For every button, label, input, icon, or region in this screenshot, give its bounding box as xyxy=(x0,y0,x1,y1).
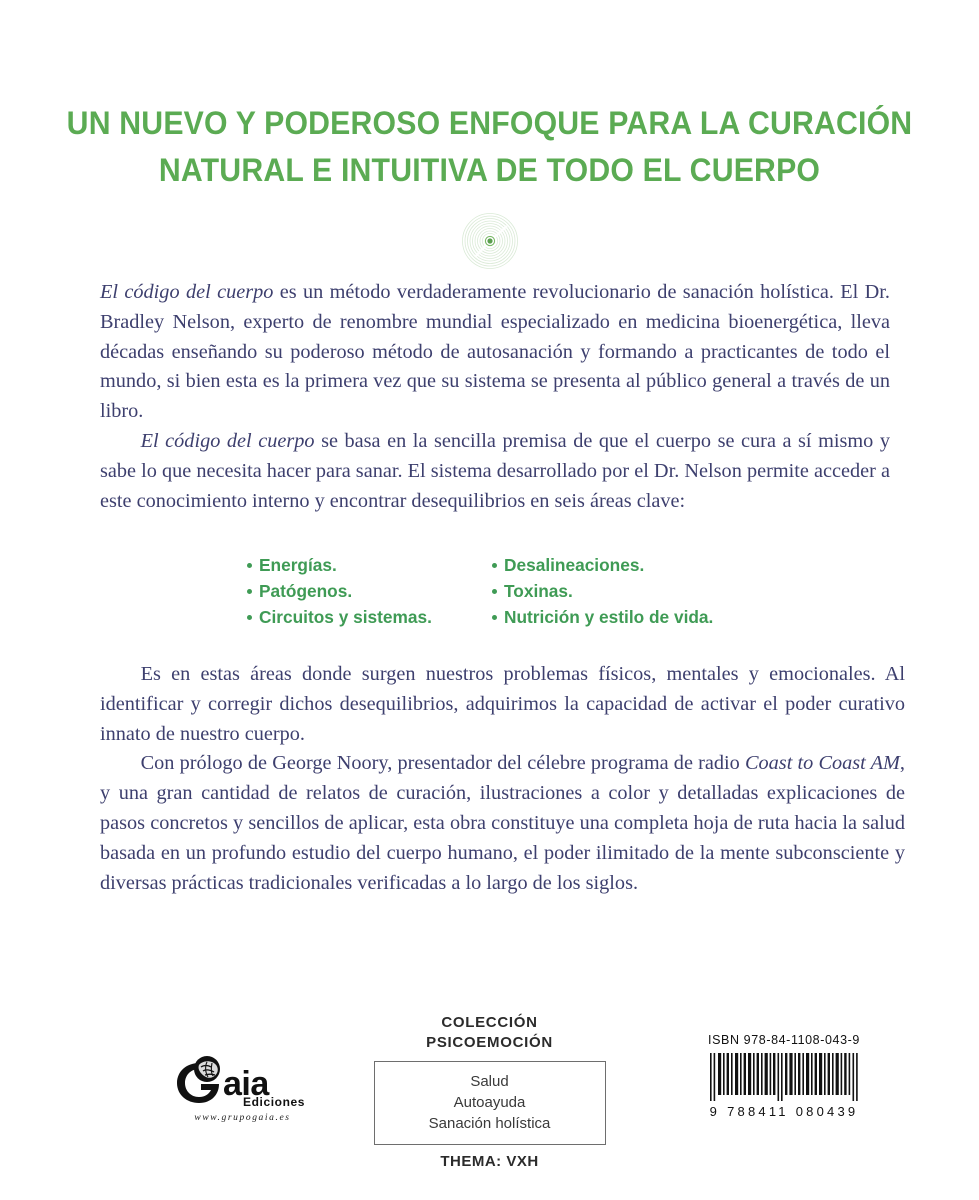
collection-block xyxy=(374,1013,606,1170)
list-item xyxy=(247,578,492,604)
cover-footer xyxy=(0,1005,979,1170)
collection-title-line-1: COLECCIÓN xyxy=(441,1014,538,1031)
list-item xyxy=(492,552,732,578)
bullet-dot-icon xyxy=(247,578,259,604)
headline-line-2: NATURAL E INTUITIVA DE TODO EL CUERPO xyxy=(158,152,821,188)
collection-categories-box xyxy=(374,1061,606,1145)
paragraph-2: El código del cuerpo se basa en la sencilla premisa de que el cuerpo se cura a sí mismo y sabe lo que necesita hacer para sanar. El sistema desarrollado por el Dr. Nelson permite acceder a este conocimiento interno y encontrar desequilibrios en seis áreas clave: xyxy=(100,429,891,512)
list-item-label: Energías. xyxy=(259,555,337,575)
bullet-dot-icon xyxy=(247,552,259,578)
bullet-dot-icon xyxy=(492,552,504,578)
concentric-ripple-icon xyxy=(461,212,519,270)
publisher-block xyxy=(150,1053,335,1123)
list-item-label: Patógenos. xyxy=(259,581,353,602)
gaia-globe-logo-icon xyxy=(163,1053,323,1109)
paragraph-4: Con prólogo de George Noory, presentador del célebre programa de radio Coast to Coast AM, y una gran cantidad de relatos de curación, ilustraciones a color y detalladas explicaciones de pasos concretos y sencillos de aplicar, esta obra constituye una completa hoja de ruta hacia la salud basada en un profundo estudio del cuerpo humano, el poder ilimitado de la mente subconsciente y diversas prácticas tradicionales verificadas a lo largo de los siglos. xyxy=(100,752,905,894)
list-item-label: Circuitos y sistemas. xyxy=(259,607,432,628)
thema-code: THEMA: VXH xyxy=(440,1153,539,1170)
svg-text:aia: aia xyxy=(222,1065,269,1103)
bullet-dot-icon xyxy=(492,578,504,604)
key-areas-list xyxy=(0,552,979,631)
barcode-lead-digit: 9 xyxy=(709,1104,721,1119)
list-item xyxy=(247,552,492,578)
list-item xyxy=(247,604,492,630)
category-item: Salud xyxy=(470,1073,509,1090)
collection-title xyxy=(374,1013,606,1052)
bullet-dot-icon xyxy=(492,604,504,630)
isbn-block xyxy=(694,1033,874,1119)
list-item xyxy=(492,604,732,630)
bullet-dot-icon xyxy=(247,604,259,630)
list-item-label: Nutrición y estilo de vida. xyxy=(504,607,714,628)
isbn-number: ISBN 978-84-1108-043-9 xyxy=(708,1033,860,1047)
headline-line-1: UN NUEVO Y PODEROSO ENFOQUE PARA LA CURACIÓN xyxy=(66,105,913,141)
category-item: Autoayuda xyxy=(453,1094,526,1111)
collection-title-line-2: PSICOEMOCIÓN xyxy=(426,1033,553,1051)
paragraph-3: Es en estas áreas donde surgen nuestros problemas físicos, mentales y emocionales. Al identificar y corregir dichos desequilibrios, adquirimos la capacidad de activar el poder curativo innato de nuestro cuerpo. xyxy=(100,663,905,745)
paragraph-1: El código del cuerpo es un método verdaderamente revolucionario de sanación holística. El Dr. Bradley Nelson, experto de renombre mundial especializado en medicina bioenergética, lleva décadas enseñando su poderoso método de autosanación y formando a practicantes de todo el mundo, si bien esta es la primera vez que su sistema se presenta al público general a través de un libro. xyxy=(100,281,890,423)
list-item-label: Toxinas. xyxy=(504,581,573,602)
barcode-digits xyxy=(694,1104,874,1119)
key-areas-column-right xyxy=(492,552,732,631)
key-areas-column-left xyxy=(247,552,492,631)
barcode-right-group: 080439 xyxy=(795,1104,859,1119)
description-upper xyxy=(100,278,890,516)
publisher-url[interactable]: www.grupogaia.es xyxy=(194,1113,291,1123)
barcode-left-group: 788411 xyxy=(727,1104,789,1119)
ean13-barcode-icon xyxy=(704,1051,864,1103)
description-lower xyxy=(100,660,905,898)
category-item: Sanación holística xyxy=(428,1115,551,1132)
list-item-label: Desalineaciones. xyxy=(504,555,645,575)
list-item xyxy=(492,578,732,604)
page-title xyxy=(34,100,944,194)
svg-text:Ediciones: Ediciones xyxy=(242,1095,305,1109)
